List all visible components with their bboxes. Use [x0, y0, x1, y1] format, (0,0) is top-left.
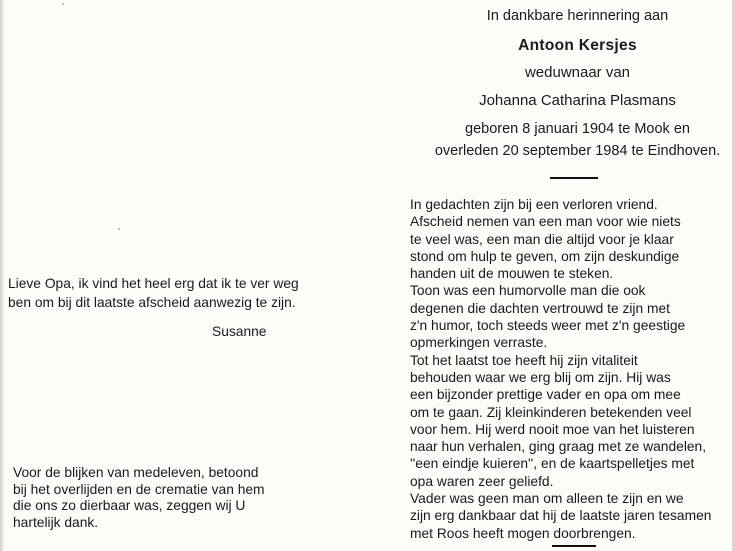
grandchild-message	[8, 274, 398, 312]
spouse-name: Johanna Catharina Plasmans	[479, 92, 676, 109]
message-line: ben om bij dit laatste afscheid aanwezig te zijn.	[8, 295, 296, 310]
message-line: Lieve Opa, ik vind het heel erg dat ik te ver weg	[8, 276, 299, 291]
remembrance-line: Toon was een humorvolle man die ook	[410, 283, 646, 299]
relation-text: weduwnaar van	[524, 64, 631, 81]
remembrance-line: In gedachten zijn bij een verloren vriend.	[410, 197, 658, 212]
remembrance-line: om te gaan. Zij kleinkinderen betekenden veel	[410, 404, 692, 420]
divider-top	[550, 177, 598, 179]
remembrance-line: degenen die dachten vertrouwd te zijn met	[410, 300, 671, 316]
remembrance-line: z'n humor, toch steeds weer met z'n geestige	[410, 318, 686, 334]
thanks-line: hartelijk dank.	[13, 514, 99, 530]
paper-speck	[62, 3, 64, 5]
divider-bottom	[552, 545, 596, 547]
remembrance-line: zijn erg dankbaar dat hij de laatste jaren tesamen	[410, 508, 712, 524]
remembrance-line: te veel was, een man die altijd voor je klaar	[410, 231, 674, 247]
dedication-heading: In dankbare herinnering aan	[486, 8, 669, 24]
remembrance-text	[410, 196, 735, 542]
death-line: overleden 20 september 1984 te Eindhoven.	[434, 143, 721, 159]
paper-speck	[118, 228, 120, 230]
remembrance-line: handen uit de mouwen te steken.	[410, 266, 614, 282]
thanks-line: bij het overlijden en de crematie van hem	[13, 481, 265, 497]
remembrance-line: behouden waar we erg blij om zijn. Hij was	[410, 369, 671, 385]
remembrance-line: Vader was geen man om alleen te zijn en we	[410, 491, 684, 507]
remembrance-line: naar hun verhalen, ging graag met ze wandelen,	[410, 439, 707, 455]
right-panel	[400, 0, 735, 551]
remembrance-line: voor hem. Hij werd nooit moe van het luisteren	[410, 421, 695, 437]
remembrance-line: opa waren zeer geliefd.	[410, 473, 554, 489]
remembrance-line: met Roos heeft mogen doorbrengen.	[410, 525, 636, 541]
birth-line: geboren 8 januari 1904 te Mook en	[465, 121, 690, 137]
deceased-name: Antoon Kersjes	[518, 37, 637, 54]
message-signature: Susanne	[212, 324, 267, 339]
remembrance-line: Afscheid nemen van een man voor wie niets	[410, 214, 681, 230]
remembrance-line: stond om hulp te geven, om zijn deskundige	[410, 248, 680, 264]
remembrance-line: opmerkingen verraste.	[410, 335, 548, 351]
thanks-line: die ons zo dierbaar was, zeggen wij U	[13, 498, 246, 513]
thanks-line: Voor de blijken van medeleven, betoond	[13, 465, 259, 480]
remembrance-line: Tot het laatst toe heeft hij zijn vitaliteit	[410, 352, 638, 368]
thanks-note	[13, 465, 393, 531]
remembrance-line: ''een eindje kuieren'', en de kaartspelletjes met	[410, 456, 695, 472]
remembrance-line: een bijzonder prettige vader en opa om mee	[410, 387, 681, 403]
